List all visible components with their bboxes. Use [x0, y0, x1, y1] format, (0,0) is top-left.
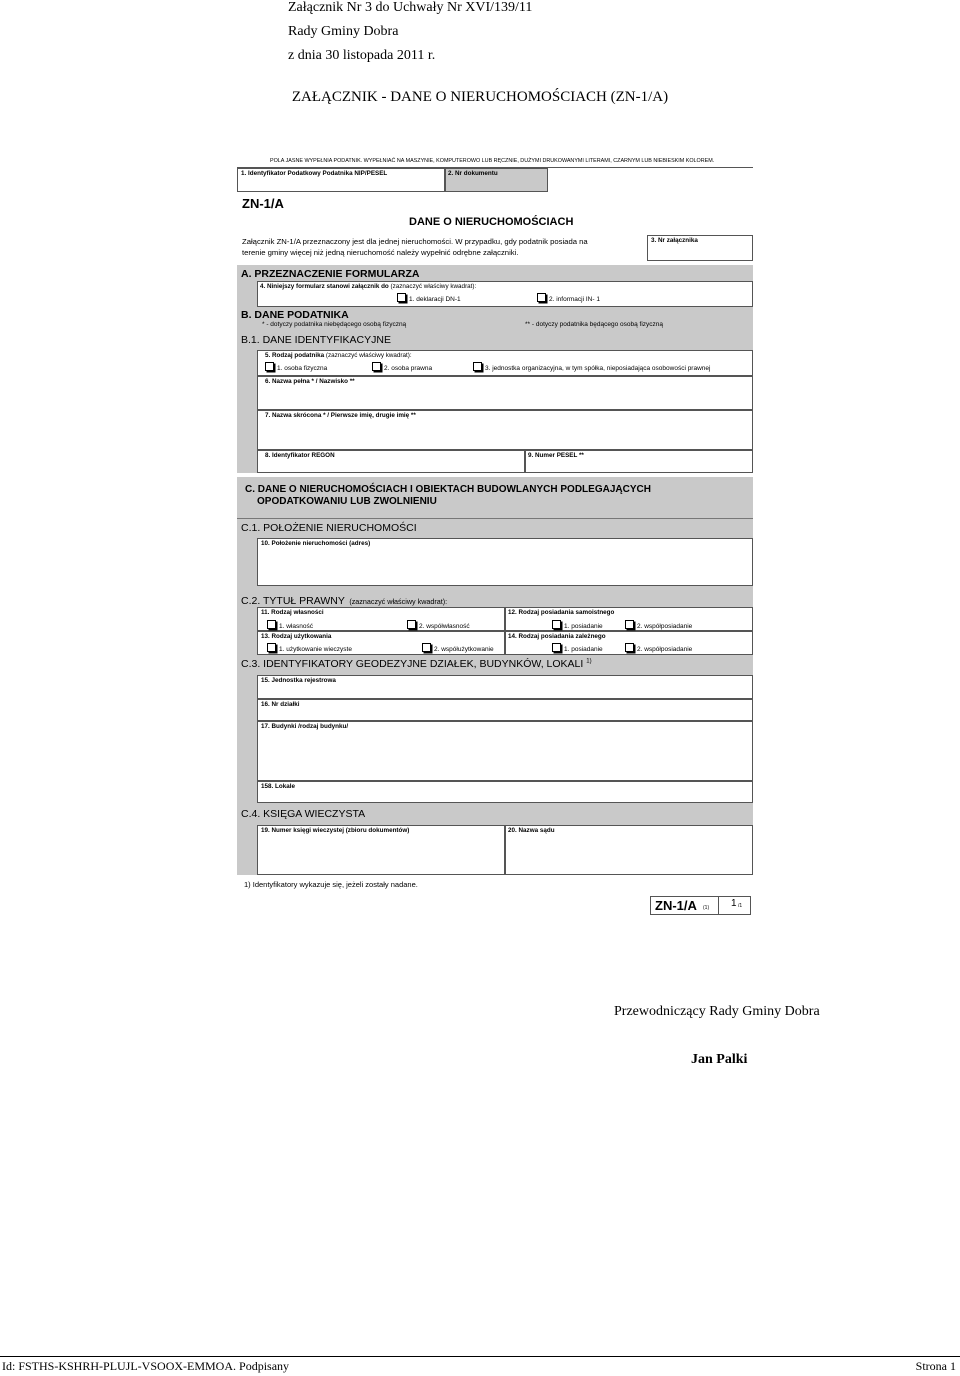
declaration-dn1-checkbox[interactable]: 1. deklaracji DN-1	[397, 293, 461, 303]
checkbox-icon	[625, 620, 634, 629]
checkbox-icon	[537, 293, 546, 302]
dependent-co-possession-checkbox[interactable]: 2. współposiadanie	[625, 643, 692, 653]
zn1a-form	[237, 155, 753, 875]
form-description-line2: terenie gminy więcej niż jedną nieruchomość należy wypełnić odrębne załączniki.	[242, 248, 519, 257]
short-name-label: 7. Nazwa skrócona * / Pierwsze imię, drugie imię **	[265, 412, 416, 419]
form-purpose-label: 4. Niniejszy formularz stanowi załącznik do (zaznaczyć właściwy kwadrat):	[260, 283, 477, 290]
buildings-field[interactable]	[257, 721, 753, 781]
section-b-note-legal: * - dotyczy podatnika niebędącego osobą fizyczną	[262, 321, 407, 328]
premises-field[interactable]	[257, 781, 753, 803]
section-c-title-line2: OPODATKOWANIU LUB ZWOLNIENIU	[257, 496, 437, 507]
checkbox-icon	[372, 362, 381, 371]
section-a-title: A. PRZEZNACZENIE FORMULARZA	[241, 268, 420, 280]
ownership-checkbox[interactable]: 1. własność	[267, 620, 313, 630]
form-id-version: (1)	[703, 905, 710, 911]
checkbox-icon	[397, 293, 406, 302]
checkbox-icon	[267, 643, 276, 652]
checkbox-icon	[267, 620, 276, 629]
section-c1-title: C.1. POŁOŻENIE NIERUCHOMOŚCI	[241, 522, 417, 534]
page-number: 1	[731, 898, 737, 909]
section-c4-title: C.4. KSIĘGA WIECZYSTA	[241, 808, 366, 820]
form-code: ZN-1/A	[242, 196, 284, 211]
pesel-label: 9. Numer PESEL **	[528, 452, 584, 459]
section-c-title-line1: C. DANE O NIERUCHOMOŚCIACH I OBIEKTACH BUDOWLANYCH PODLEGAJĄCYCH	[245, 484, 651, 495]
section-c2-title: C.2. TYTUŁ PRAWNY (zaznaczyć właściwy kwadrat):	[241, 595, 448, 607]
regon-label: 8. Identyfikator REGON	[265, 452, 335, 459]
document-id: Id: FSTHS-KSHRH-PLUJL-VSOOX-EMMOA. Podpisany	[2, 1359, 290, 1373]
page-indicator: Strona 1	[915, 1359, 956, 1373]
checkbox-icon	[552, 620, 561, 629]
document-number-label: 2. Nr dokumentu	[448, 170, 498, 177]
checkbox-icon	[625, 643, 634, 652]
perpetual-usufruct-checkbox[interactable]: 1. użytkowanie wieczyste	[267, 643, 352, 653]
co-possession-checkbox[interactable]: 2. współposiadanie	[625, 620, 692, 630]
premises-label: 158. Lokale	[261, 783, 295, 790]
form-id: ZN-1/A	[655, 898, 697, 913]
taxpayer-type-label: 5. Rodzaj podatnika (zaznaczyć właściwy kwadrat):	[265, 352, 412, 359]
natural-person-checkbox[interactable]: 1. osoba fizyczna	[265, 362, 327, 372]
co-ownership-checkbox[interactable]: 2. współwłasność	[407, 620, 470, 630]
checkbox-icon	[265, 362, 274, 371]
section-b-note-natural: ** - dotyczy podatnika będącego osobą fizyczną	[525, 321, 664, 328]
co-usufruct-checkbox[interactable]: 2. współużytkowanie	[422, 643, 494, 653]
footer-divider	[0, 1356, 960, 1357]
full-name-label: 6. Nazwa pełna * / Nazwisko **	[265, 378, 355, 385]
information-in1-checkbox[interactable]: 2. informacji IN- 1	[537, 293, 600, 303]
attachment-number-label: 3. Nr załącznika	[651, 237, 698, 244]
checkbox-icon	[422, 643, 431, 652]
resolution-header-line1: Załącznik Nr 3 do Uchwały Nr XVI/139/11	[288, 0, 533, 15]
form-description-line1: Załącznik ZN-1/A przeznaczony jest dla jednej nieruchomości. W przypadku, gdy podatnik posiada na	[242, 237, 588, 246]
form-instruction-note: POLA JASNE WYPEŁNIA PODATNIK. WYPEŁNIAĆ NA MASZYNIE, KOMPUTEROWO LUB RĘCZNIE, DUŻYMI DRUKOWANYMI LITERAMI, CZARNYM LUB NIEBIESKIM KOLOREM.	[270, 158, 715, 164]
signatory-name: Jan Palki	[691, 1052, 748, 1067]
possession-checkbox[interactable]: 1. posiadanie	[552, 620, 603, 630]
dependent-possession-checkbox[interactable]: 1. posiadanie	[552, 643, 603, 653]
dependent-possession-label: 14. Rodzaj posiadania zależnego	[508, 633, 606, 640]
registration-unit-label: 15. Jednostka rejestrowa	[261, 677, 336, 684]
plot-number-field[interactable]	[257, 699, 753, 721]
section-b1-title: B.1. DANE IDENTYFIKACYJNE	[241, 334, 391, 346]
checkbox-icon	[407, 620, 416, 629]
nip-pesel-label: 1. Identyfikator Podatkowy Podatnika NIP/PESEL	[241, 170, 388, 177]
page-count: /1	[738, 903, 743, 909]
plot-number-label: 16. Nr działki	[261, 701, 300, 708]
section-c3-title: C.3. IDENTYFIKATORY GEODEZYJNE DZIAŁEK, BUDYNKÓW, LOKALI $^{1)}$	[241, 658, 592, 670]
usage-type-label: 13. Rodzaj użytkowania	[261, 633, 332, 640]
buildings-label: 17. Budynki /rodzaj budynku/	[261, 723, 349, 730]
form-id-stamp	[650, 896, 751, 915]
organizational-unit-checkbox[interactable]: 3. jednostka organizacyjna, w tym spółka, nieposiadająca osobowości prawnej	[473, 362, 710, 372]
resolution-date: z dnia 30 listopada 2011 r.	[288, 48, 436, 63]
resolution-header-line2: Rady Gminy Dobra	[288, 24, 399, 39]
page-title: ZAŁĄCZNIK - DANE O NIERUCHOMOŚCIACH (ZN-1/A)	[291, 89, 669, 105]
form-title: DANE O NIERUCHOMOŚCIACH	[409, 216, 574, 228]
property-address-label: 10. Położenie nieruchomości (adres)	[261, 540, 371, 547]
land-register-number-label: 19. Numer księgi wieczystej (zbioru dokumentów)	[261, 827, 410, 834]
checkbox-icon	[473, 362, 482, 371]
checkbox-icon	[552, 643, 561, 652]
ownership-type-label: 11. Rodzaj własności	[261, 609, 324, 616]
divider	[237, 518, 753, 519]
divider	[718, 897, 719, 914]
independent-possession-label: 12. Rodzaj posiadania samoistnego	[508, 609, 615, 616]
legal-person-checkbox[interactable]: 2. osoba prawna	[372, 362, 432, 372]
signatory-title: Przewodniczący Rady Gminy Dobra	[614, 1004, 820, 1019]
form-footnote: 1) Identyfikatory wykazuje się, jeżeli zostały nadane.	[244, 880, 418, 889]
section-b-title: B. DANE PODATNIKA	[241, 309, 349, 321]
court-name-label: 20. Nazwa sądu	[508, 827, 555, 834]
